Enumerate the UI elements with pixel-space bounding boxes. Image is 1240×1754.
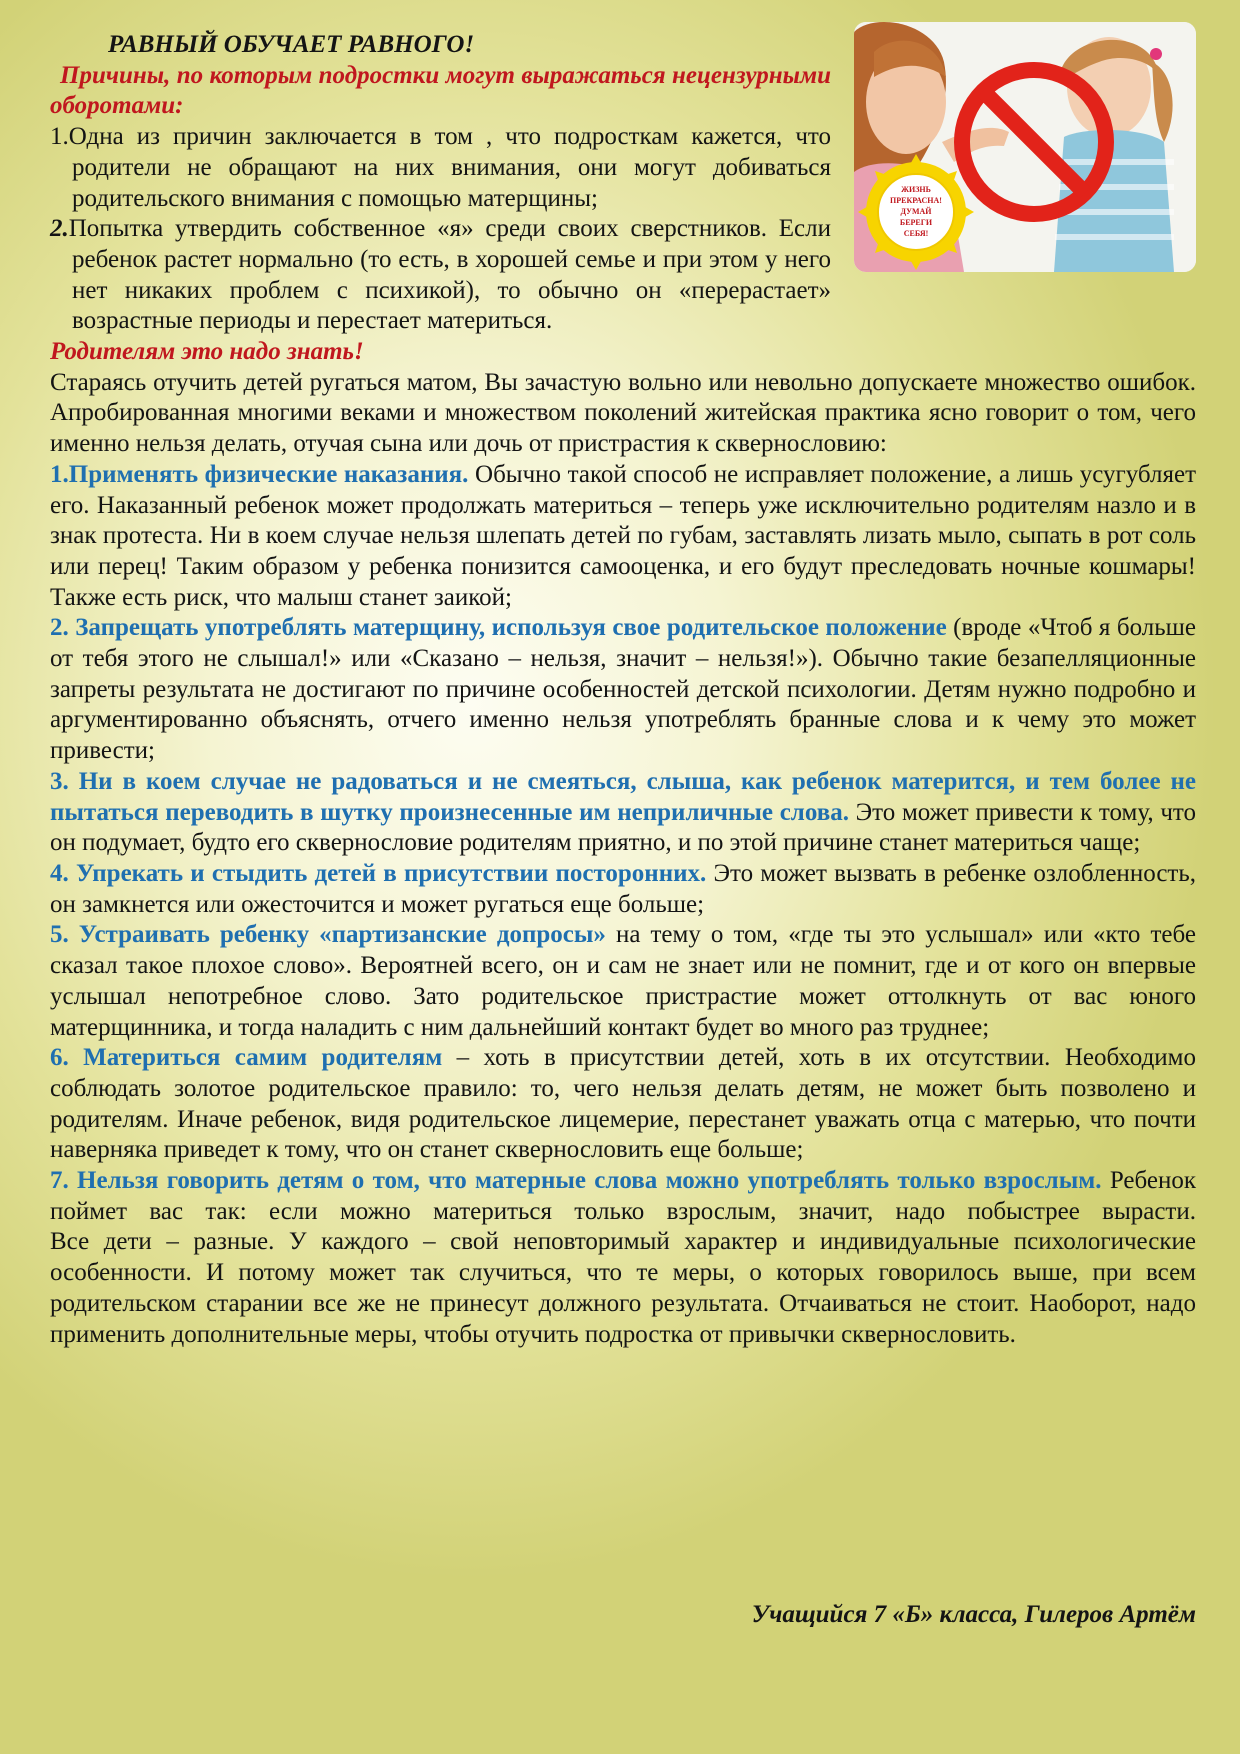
- article-body: [50, 30, 1196, 1350]
- signature: Учащийся 7 «Б» класса, Гилеров Артём: [751, 1601, 1196, 1628]
- rule-item: [50, 1166, 1196, 1227]
- rule-item: [50, 613, 1196, 767]
- rule-item: [50, 920, 1196, 1043]
- reason-number: 2.: [50, 215, 69, 243]
- rule-body: Это может вызвать в ребенке озлобленность, он замкнется или ожесточится и может ругаться еще больше;: [50, 859, 1196, 918]
- rule-body: Это может привести к тому, что он подумает, будто его сквернословие родителям приятно, и по этой причине станет материться чаще;: [50, 798, 1196, 857]
- parents-heading: Родителям это надо знать!: [50, 338, 364, 366]
- rule-item: [50, 859, 1196, 920]
- badge-line-4: БЕРЕГИ: [899, 218, 933, 227]
- reason-item: [50, 122, 831, 214]
- rule-body: на тему о том, «где ты это услышал» или «кто тебе сказал такое плохое слово». Вероятней всего, он и сам не знает или не помнит, где и от кого он впервые услышал непотребное слово. Зато родительское пристрастие может оттолкнуть от вас юного матерщинника, и тогда наладить с ним дальнейший контакт будет во много раз труднее;: [50, 921, 1196, 1041]
- reason-number: 1.: [50, 123, 69, 151]
- rule-item: [50, 1043, 1196, 1166]
- rule-heading: 7. Нельзя говорить детям о том, что матерные слова можно употреблять только взрослым.: [50, 1167, 1102, 1195]
- rule-heading: 5. Устраивать ребенку «партизанские допросы»: [50, 921, 606, 949]
- rule-body: Ребенок поймет вас так: если можно материться только взрослым, значит, надо побыстрее вырасти.: [50, 1167, 1196, 1225]
- rule-body: (вроде «Чтоб я больше от тебя этого не слышал!» или «Сказано – нельзя, значит – нельзя!»). Обычно такие безапелляционные запреты результата не достигают по причине особенностей детской психологии. Детям нужно подробно и аргументированно объяснять, отчего именно нельзя употреблять бранные слова и к чему это может привести;: [50, 614, 1196, 765]
- rule-heading: 3. Ни в коем случае не радоваться и не смеяться, слыша, как ребенок матерится, и тем более не пытаться переводить в шутку произнесенные им неприличные слова.: [50, 767, 1196, 826]
- rule-heading: 2. Запрещать употреблять матерщину, используя свое родительское положение: [50, 614, 947, 642]
- reason-text: Одна из причин заключается в том , что подросткам кажется, что родители не обращают на них внимания, они могут добиваться родительского внимания с помощью матерщины;: [68, 123, 831, 212]
- badge-line-5: СЕБЯ!: [903, 229, 929, 238]
- rule-heading: 6. Материться самим родителям: [50, 1044, 443, 1072]
- reason-text: Попытка утвердить собственное «я» среди своих сверстников. Если ребенок растет нормально (то есть, в хорошей семье и при этом у него нет никаких проблем с психикой), то обычно он «перерастает» возрастные периоды и перестает материться.: [68, 215, 831, 335]
- rule-heading: 4. Упрекать и стыдить детей в присутствии посторонних.: [50, 859, 707, 887]
- rule-body: Обычно такой способ не исправляет положение, а лишь усугубляет его. Наказанный ребенок может продолжать материться – теперь уже исключительно родителям назло и в знак протеста. Ни в коем случае нельзя шлепать детей по губам, заставлять лизать мыло, сыпать в рот соль или перец! Таким образом у ребенка понизится самооценка, и его будут преследовать ночные кошмары! Также есть риск, что малыш станет заикой;: [50, 460, 1196, 611]
- conclusion-paragraph: Все дети – разные. У каждого – свой неповторимый характер и индивидуальные психологические особенности. И потому может так случиться, что те меры, о которых говорилось выше, при всем родительском старании все же не принесут должного результата. Отчаиваться не стоит. Наоборот, надо применить дополнительные меры, чтобы отучить подростка от привычки сквернословить.: [50, 1228, 1196, 1348]
- rule-item: [50, 767, 1196, 859]
- reasons-heading: Причины, по которым подростки могут выражаться нецензурными оборотами:: [50, 61, 831, 120]
- reason-item: [50, 214, 831, 337]
- rule-item: [50, 460, 1196, 614]
- rule-heading: 1.Применять физические наказания.: [50, 460, 469, 488]
- reasons-list: [50, 122, 831, 337]
- rule-body: – хоть в присутствии детей, хоть в их отсутствии. Необходимо соблюдать золотое родительское правило: то, чего нельзя делать детям, не может быть позволено и родителям. Иначе ребенок, видя родительское лицемерие, перестанет уважать отца с матерью, что почти наверняка приведет к тому, что он станет сквернословить еще больше;: [50, 1044, 1196, 1164]
- badge-line-3: ДУМАЙ: [900, 207, 932, 216]
- badge-line-2: ПРЕКРАСНА!: [890, 196, 942, 205]
- badge-line-1: ЖИЗНЬ: [901, 185, 931, 194]
- intro-paragraph: Стараясь отучить детей ругаться матом, Вы зачастую вольно или невольно допускаете множество ошибок. Апробированная многими веками и множеством поколений житейская практика ясно говорит о том, чего именно нельзя делать, отучая сына или дочь от пристрастия к сквернословию:: [50, 368, 1196, 458]
- page-title: РАВНЫЙ ОБУЧАЕТ РАВНОГО!: [108, 31, 475, 58]
